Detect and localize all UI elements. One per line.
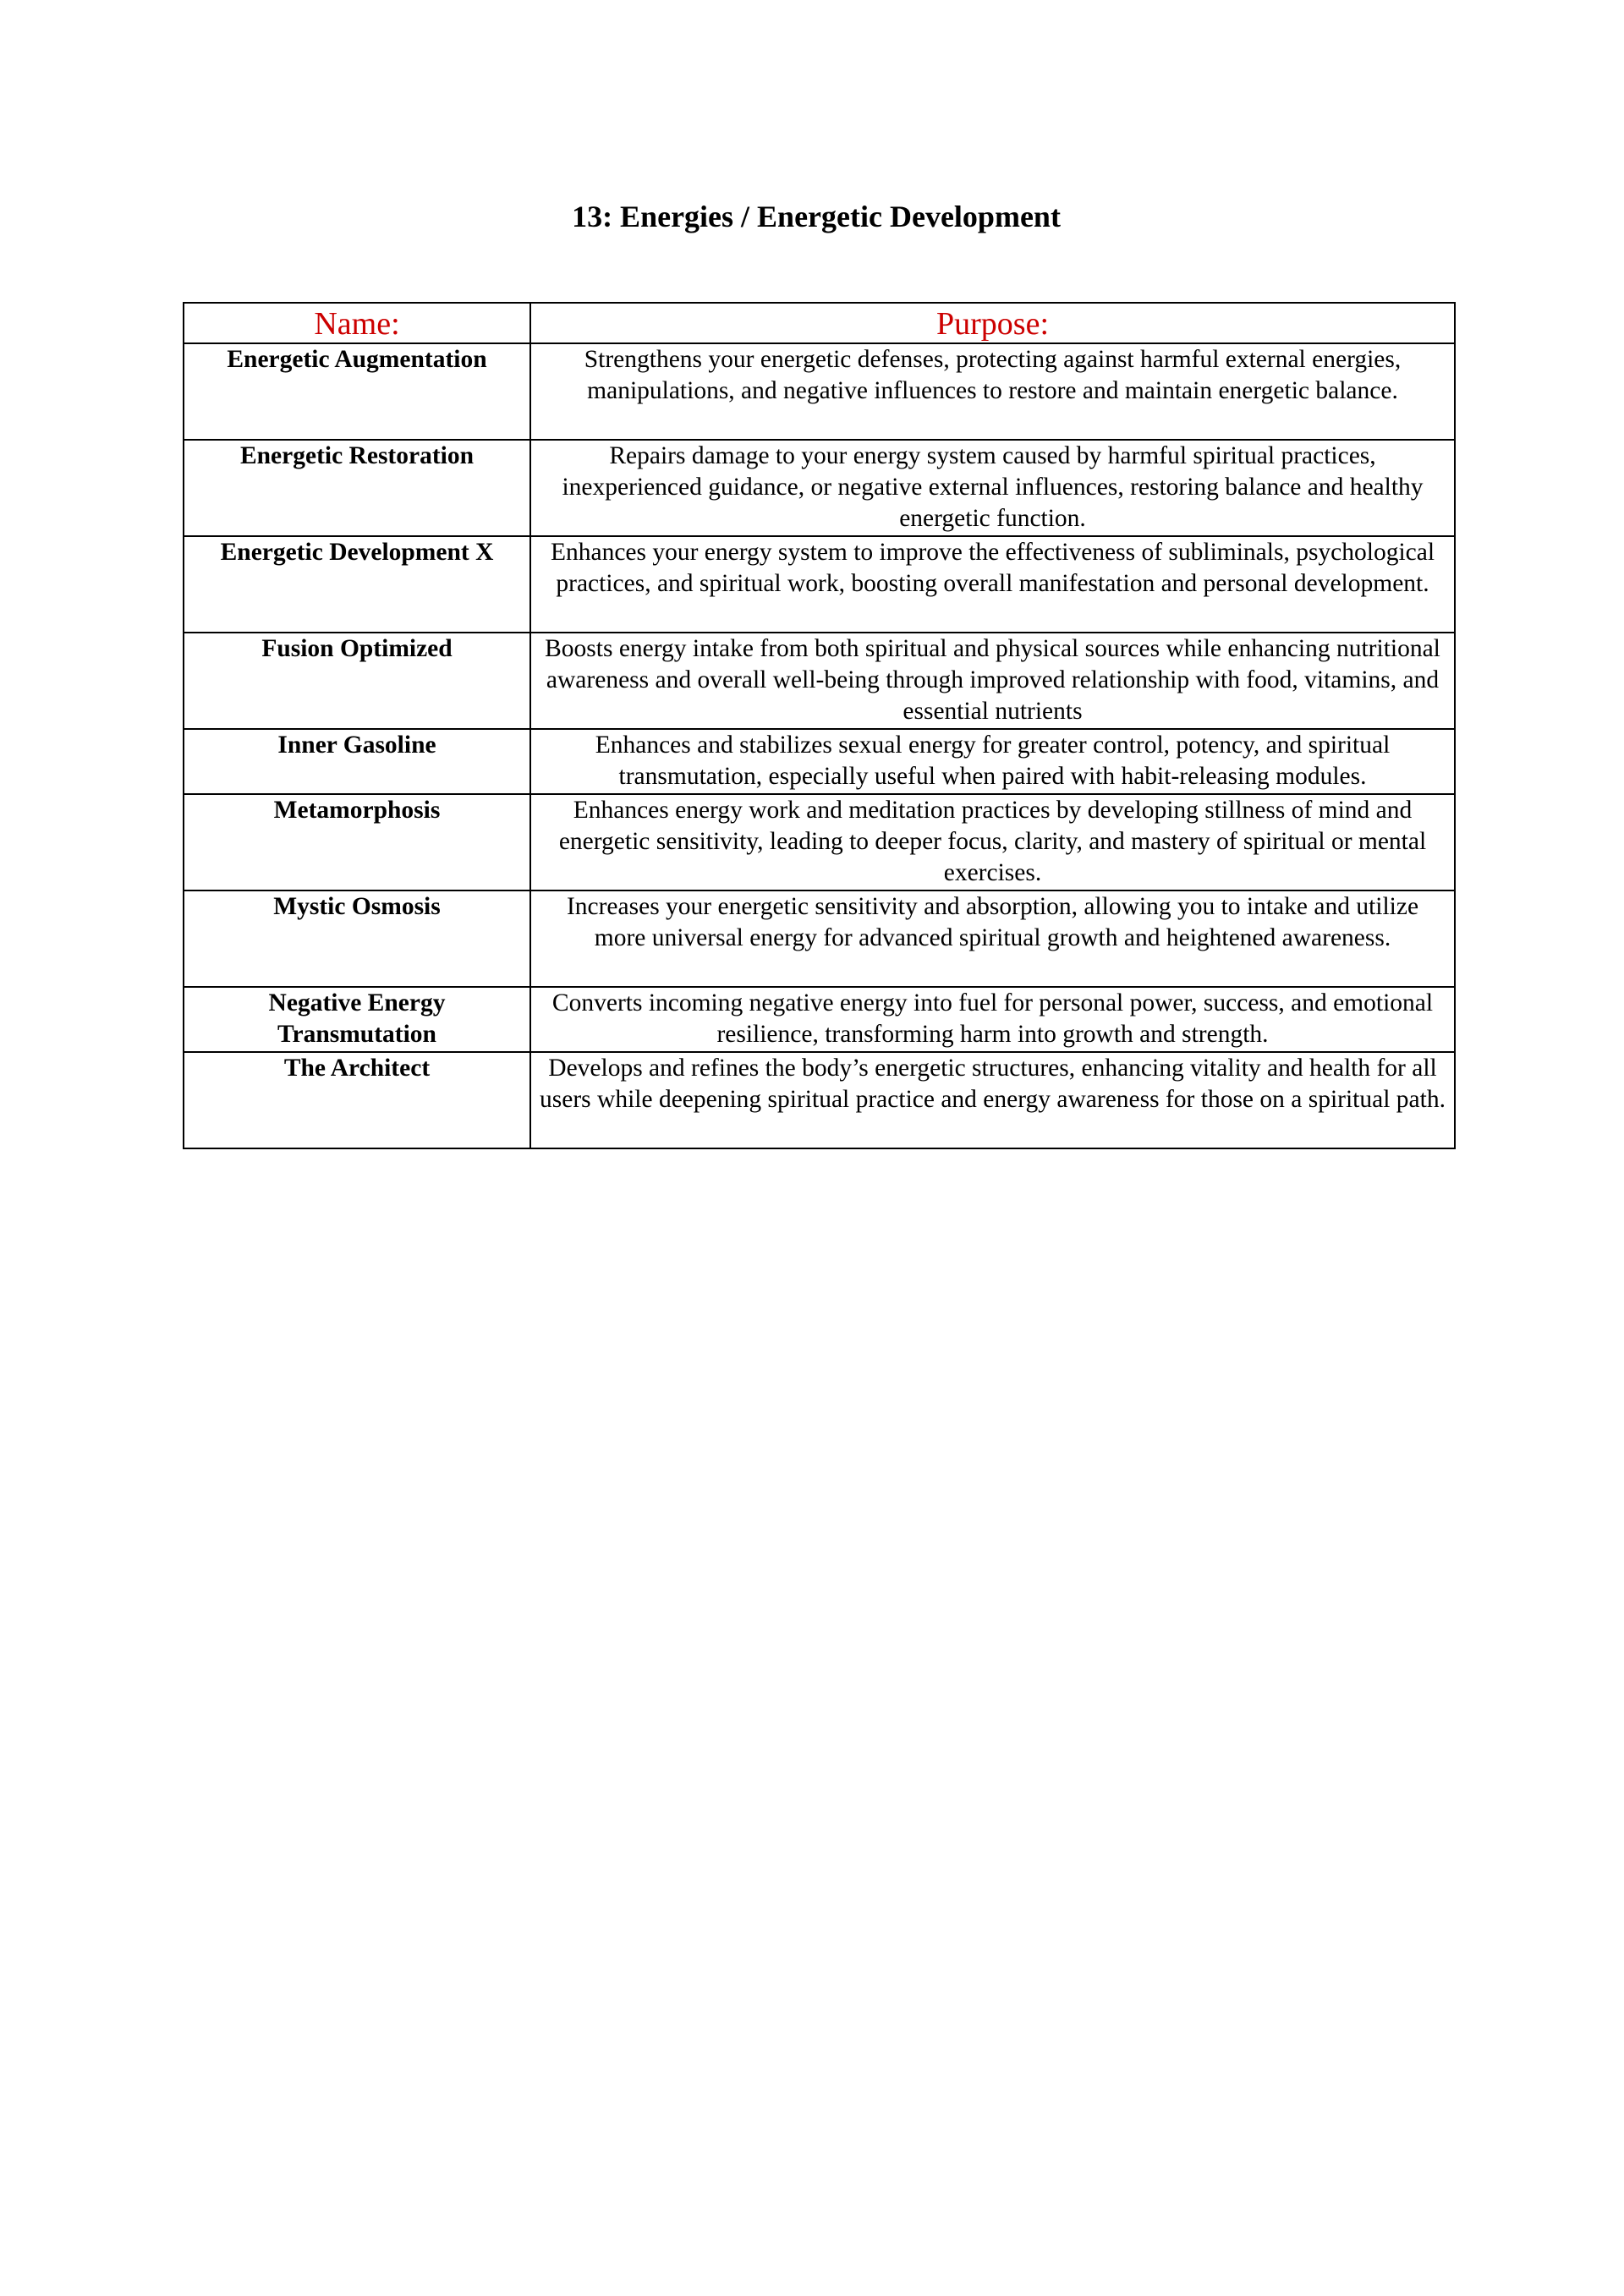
module-purpose: Strengthens your energetic defenses, protecting against harmful external energies, manipulations, and negative influences to restore and maintain energetic balance. <box>530 343 1455 440</box>
table-row <box>184 536 1455 633</box>
table-row <box>184 633 1455 729</box>
module-name: The Architect <box>184 1052 530 1148</box>
page-title: 13: Energies / Energetic Development <box>572 200 1061 233</box>
module-purpose: Boosts energy intake from both spiritual and physical sources while enhancing nutritional awareness and overall well-being through improved relationship with food, vitamins, and essential nutrients <box>530 633 1455 729</box>
table-row <box>184 987 1455 1052</box>
module-name: Energetic Development X <box>184 536 530 633</box>
module-purpose: Enhances energy work and meditation practices by developing stillness of mind and energetic sensitivity, leading to deeper focus, clarity, and mastery of spiritual or mental exercises. <box>530 794 1455 890</box>
module-purpose: Enhances your energy system to improve the effectiveness of subliminals, psychological practices, and spiritual work, boosting overall manifestation and personal development. <box>530 536 1455 633</box>
module-name: Negative Energy Transmutation <box>184 987 530 1052</box>
table-row <box>184 890 1455 987</box>
table-row <box>184 1052 1455 1148</box>
module-name: Mystic Osmosis <box>184 890 530 987</box>
module-name: Energetic Augmentation <box>184 343 530 440</box>
module-purpose: Increases your energetic sensitivity and absorption, allowing you to intake and utilize more universal energy for advanced spiritual growth and heightened awareness. <box>530 890 1455 987</box>
table-row <box>184 794 1455 890</box>
module-name: Fusion Optimized <box>184 633 530 729</box>
module-purpose: Converts incoming negative energy into fuel for personal power, success, and emotional resilience, transforming harm into growth and strength. <box>530 987 1455 1052</box>
purpose-column-header: Purpose: <box>530 303 1455 343</box>
module-purpose: Repairs damage to your energy system caused by harmful spiritual practices, inexperienced guidance, or negative external influences, restoring balance and healthy energetic function. <box>530 440 1455 536</box>
module-purpose: Enhances and stabilizes sexual energy for greater control, potency, and spiritual transmutation, especially useful when paired with habit-releasing modules. <box>530 729 1455 794</box>
module-name: Metamorphosis <box>184 794 530 890</box>
module-purpose: Develops and refines the body’s energetic structures, enhancing vitality and health for all users while deepening spiritual practice and energy awareness for those on a spiritual path. <box>530 1052 1455 1148</box>
module-name: Inner Gasoline <box>184 729 530 794</box>
module-table <box>183 302 1456 1149</box>
module-name: Energetic Restoration <box>184 440 530 536</box>
table-header-row <box>184 303 1455 343</box>
name-column-header: Name: <box>184 303 530 343</box>
table-row <box>184 729 1455 794</box>
table-row <box>184 343 1455 440</box>
table-row <box>184 440 1455 536</box>
